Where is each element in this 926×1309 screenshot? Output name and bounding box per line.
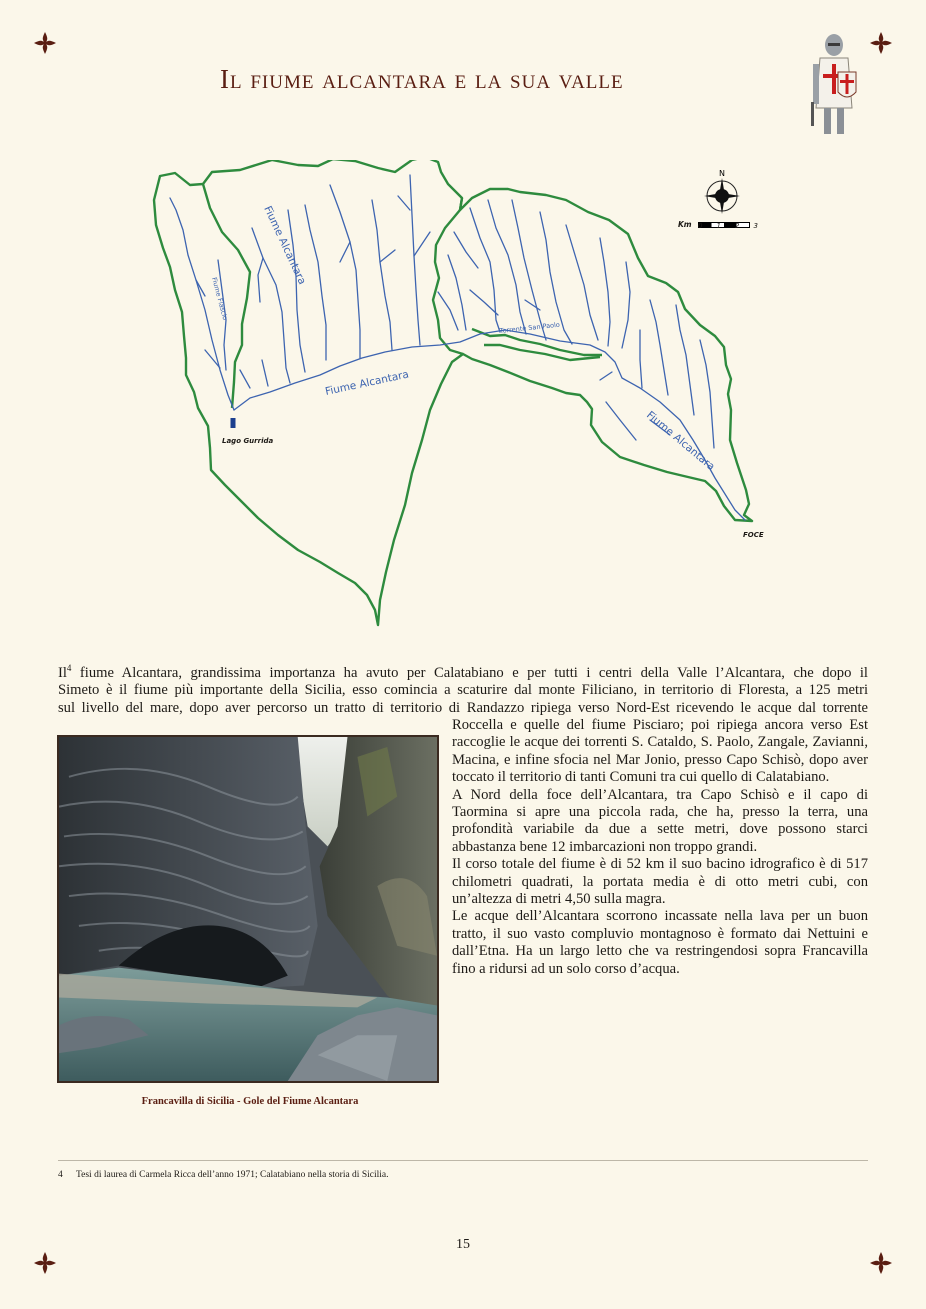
intro-line-3: sul livello del mare, dopo aver percorso un tratto di territorio di Randazzo ripiega verso Nord-Est ricevendo le acque dal torrente	[58, 699, 868, 716]
compass-rose-icon	[696, 166, 748, 218]
map-label-torrente-san-paolo: Torrente San Paolo	[499, 320, 561, 335]
footnote-divider	[58, 1160, 868, 1161]
corner-ornament-top-left	[32, 30, 58, 56]
paragraph: Le acque dell’Alcantara scorrono incassate nella lava per un buon tratto, il suo vasto compluvio montagnoso è formato dai Nettuini e dall’Etna. Ha un largo letto che va restringendosi sopra Francavilla fino a ridursi ad un solo corso d’acqua.	[452, 908, 868, 977]
footnote-text: Tesi di laurea di Carmela Ricca dell’anno 1971; Calatabiano nella storia di Sicilia.	[76, 1170, 389, 1180]
corner-ornament-top-right	[868, 30, 894, 56]
alcantara-basin-map	[150, 160, 770, 630]
scale-ticks	[698, 222, 758, 230]
scale-unit: Km	[678, 220, 692, 229]
corner-ornament-bottom-left	[32, 1250, 58, 1276]
scale-tick: 3	[753, 222, 758, 230]
intro-prefix: Il	[58, 665, 67, 681]
map-label-fiume-flascio: Fiume Flascio	[210, 276, 230, 321]
intro-paragraph	[58, 665, 868, 717]
map-label-fiume-alcantara-main: Fiume Alcantara	[324, 368, 410, 398]
footnote	[58, 1170, 388, 1180]
paragraph: Roccella e quelle del fiume Pisciaro; poi ripiega ancora verso Est raccoglie le acque dei torrenti S. Cataldo, S. Paolo, Zangale, Zavianni, Macina, e infine sfocia nel Mar Jonio, presso Capo Schisò, dopo aver toccato il territorio di tanti Comuni tra cui quello di Calatabiano.	[452, 717, 868, 786]
page-number: 15	[456, 1237, 470, 1252]
footnote-ref[interactable]: 4	[66, 663, 72, 674]
intro-line-1	[58, 665, 868, 682]
footnote-number: 4	[58, 1170, 63, 1180]
map-label-foce: FOCE	[743, 531, 764, 539]
scale-tick: 1	[716, 222, 721, 230]
map-label-lago-gurrida: Lago Gurrida	[222, 437, 274, 445]
map-label-fiume-alcantara-upper: Fiume Alcantara	[261, 204, 309, 287]
compass-north-label: N	[719, 169, 725, 178]
gorge-photo	[57, 735, 439, 1083]
text-column	[452, 717, 868, 978]
scale-tick: 0	[698, 222, 703, 230]
intro-line-text: fiume Alcantara, grandissima importanza ha avuto per Calatabiano e per tutti i centri della Valle l’Alcantara, che dopo il	[71, 665, 868, 681]
corner-ornament-bottom-right	[868, 1250, 894, 1276]
knight-illustration	[806, 32, 862, 138]
page-title: Il fiume alcantara e la sua valle	[220, 64, 624, 94]
intro-line-2: Simeto è il fiume più importante della Sicilia, esso comincia a scaturire dal monte Filiciano, in territorio di Floresta, a 125 metri	[58, 682, 868, 699]
map-label-fiume-alcantara-lower: Fiume Alcantara	[644, 409, 718, 474]
photo-caption: Francavilla di Sicilia - Gole del Fiume Alcantara	[141, 1096, 359, 1107]
paragraph: A Nord della foce dell’Alcantara, tra Capo Schisò e il capo di Taormina si apre una piccola rada, che ha, presso la terra, una profondità variabile da due a sette metri, dove possono starci abbastanza bene 12 imbarcazioni non troppo grandi.	[452, 786, 868, 855]
paragraph: Il corso totale del fiume è di 52 km il suo bacino idrografico è di 517 chilometri quadrati, la portata media è di otto metri cubi, con un’altezza di metri 4,50 sulla magra.	[452, 856, 868, 908]
scale-tick: 2	[735, 222, 740, 230]
